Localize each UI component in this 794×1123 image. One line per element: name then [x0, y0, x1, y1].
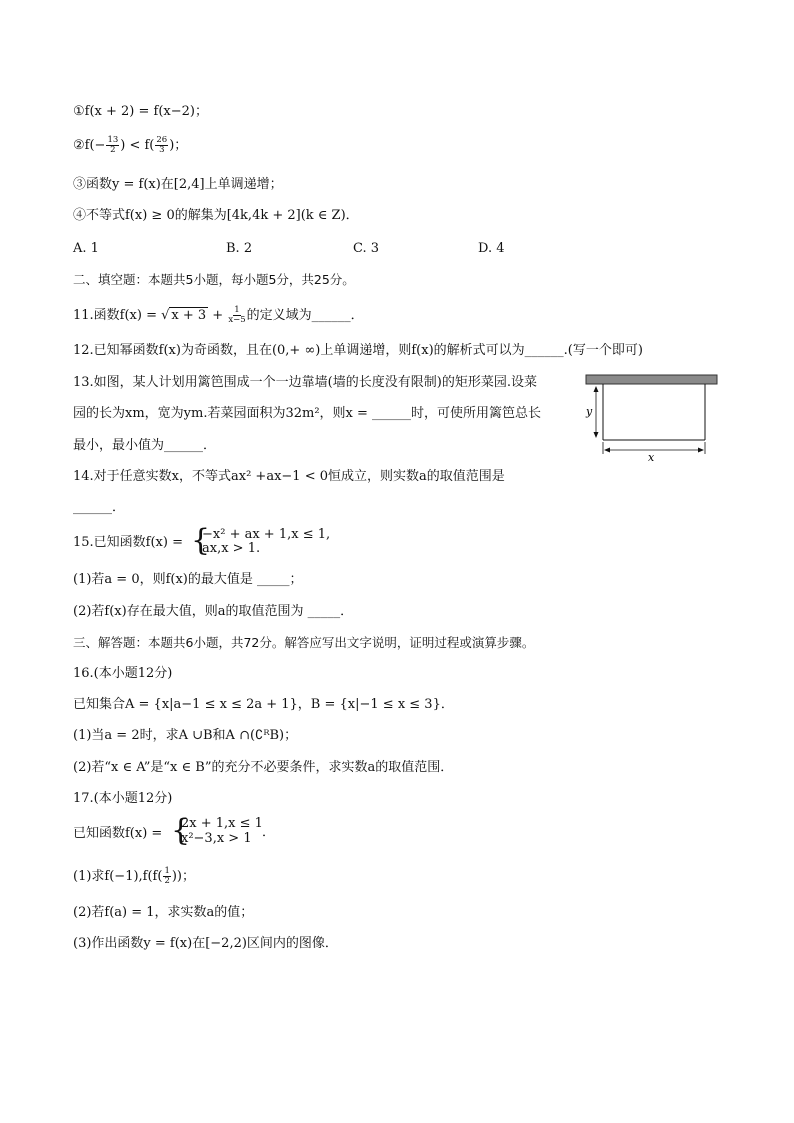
- question-16-part-1: (1)当a = 2时，求A ∪B和A ∩(∁ᴿB)；: [73, 728, 298, 743]
- radical: x + 3: [171, 308, 207, 323]
- piecewise-brace: {: [191, 523, 211, 558]
- statement-3: ③函数y = f(x)在[2,4]上单调递增；: [73, 177, 283, 192]
- piecewise-case-2: x²−3,x > 1: [181, 831, 252, 846]
- question-16-stem: 已知集合A = {x|a−1 ≤ x ≤ 2a + 1}，B = {x|−1 ≤ x ≤ 3}．: [73, 697, 454, 712]
- question-17-stem: 已知函数f(x) =: [73, 826, 163, 841]
- piecewise-case-2: ax,x > 1.: [202, 541, 261, 556]
- period: ．: [262, 825, 276, 840]
- question-16-header: 16.(本小题12分): [73, 666, 173, 681]
- statement-1: ①f(x + 2) = f(x−2)；: [73, 104, 208, 119]
- question-15-part-1: (1)若a = 0，则f(x)的最大值是 _____；: [73, 572, 303, 587]
- option-d: D. 4: [478, 241, 505, 256]
- statement-2: ②f(− $\frac{13}{2}$ ) < f( $\frac{26}{3}$ )；: [73, 135, 188, 155]
- fraction-1-over-x-5: $\frac{1}{x-5}$: [228, 305, 246, 325]
- question-17-header: 17.(本小题12分): [73, 791, 173, 806]
- question-17-part-2: (2)若f(a) = 1，求实数a的值；: [73, 905, 254, 920]
- label-x: x: [648, 451, 655, 462]
- section-solution-heading: 三、解答题：本题共6小题，共72分。解答应写出文字说明，证明过程或演算步骤。: [73, 635, 535, 650]
- question-16-part-2: (2)若“x ∈ A”是“x ∈ B”的充分不必要条件，求实数a的取值范围．: [73, 760, 454, 775]
- question-11: 11.函数f(x) = √ x + 3 + $\frac{1}{x-5}$ 的定义域为______．: [73, 305, 364, 325]
- fraction-26-3: $\frac{26}{3}$: [156, 135, 168, 155]
- question-17-part-1: (1)求f(−1),f(f( $\frac{1}{2}$ ))；: [73, 866, 196, 886]
- piecewise-case-1: −x² + ax + 1,x ≤ 1,: [202, 527, 331, 542]
- question-12: 12.已知幂函数f(x)为奇函数，且在(0,+ ∞)上单调递增，则f(x)的解析式可以为______.(写一个即可): [73, 343, 643, 358]
- fraction-1-2: $\frac{1}{2}$: [164, 866, 170, 886]
- piecewise-brace: {: [171, 813, 191, 848]
- section-fill-in-heading: 二、填空题：本题共5小题，每小题5分，共25分。: [73, 272, 355, 287]
- option-c: C. 3: [353, 241, 380, 256]
- fraction-13-2: $\frac{13}{2}$: [107, 135, 119, 155]
- question-13-line-1: 13.如图，某人计划用篱笆围成一个一边靠墙(墙的长度没有限制)的矩形菜园.设菜: [73, 375, 537, 390]
- option-a: A. 1: [73, 241, 99, 256]
- question-15-part-2: (2)若f(x)存在最大值，则a的取值范围为 _____．: [73, 604, 354, 619]
- question-13-line-3: 最小，最小值为______．: [73, 438, 217, 453]
- question-14-line-2: ______．: [73, 500, 126, 515]
- statement-4: ④不等式f(x) ≥ 0的解集为[4k,4k + 2](k ∈ Z)．: [73, 208, 359, 223]
- wall: [586, 375, 717, 384]
- option-b: B. 2: [226, 241, 253, 256]
- question-14-line-1: 14.对于任意实数x，不等式ax² +ax−1 < 0恒成立，则实数a的取值范围是: [73, 469, 505, 484]
- garden-fence-figure: [580, 370, 722, 462]
- question-17-part-3: (3)作出函数y = f(x)在[−2,2)区间内的图像．: [73, 936, 338, 951]
- label-y: y: [586, 405, 593, 418]
- question-13-line-2: 园的长为xm，宽为ym.若菜园面积为32m²，则x = ______时，可使所用篱笆总长: [73, 406, 542, 421]
- question-15-stem: 15.已知函数f(x) =: [73, 535, 183, 550]
- piecewise-case-1: 2x + 1,x ≤ 1: [181, 816, 263, 831]
